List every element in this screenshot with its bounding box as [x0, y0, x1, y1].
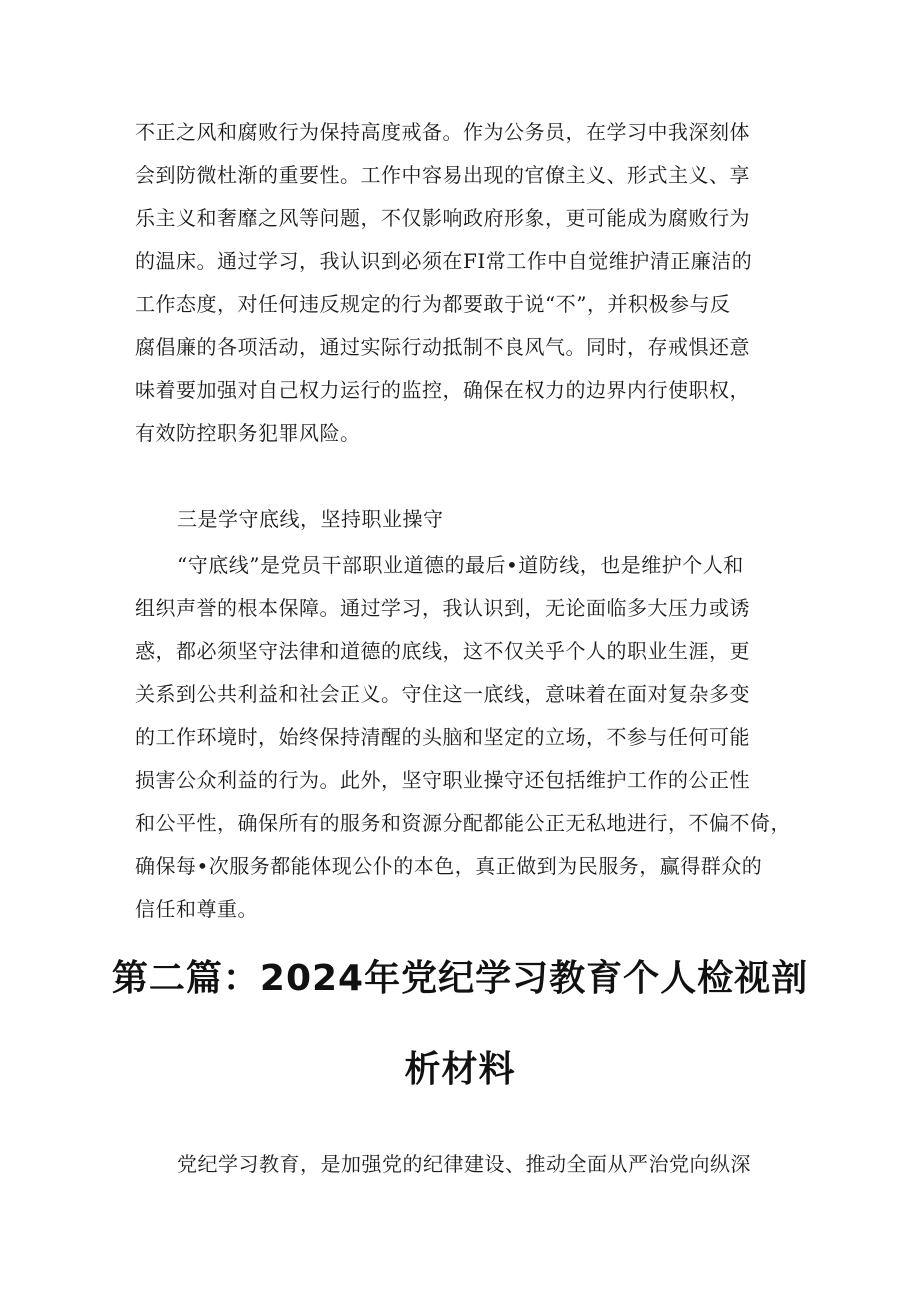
paragraph-line: 惑，都必须坚守法律和道德的底线，这不仅关乎个人的职业生涯，更: [135, 639, 750, 663]
paragraph-line: 确保每•次服务都能体现公仆的本色，真正做到为民服务，赢得群众的: [135, 854, 763, 878]
paragraph-line: 乐主义和奢靡之风等问题，不仅影响政府形象，更可能成为腐败行为: [135, 206, 750, 230]
paragraph-line: 信任和尊重。: [135, 897, 258, 921]
paragraph-line: 损害公众利益的行为。此外，坚守职业操守还包括维护工作的公正性: [135, 768, 750, 792]
paragraph-line: 会到防微杜渐的重要性。工作中容易出现的官僚主义、形式主义、享: [135, 163, 750, 187]
paragraph-line: 工作态度，对任何违反规定的行为都要敢于说“不”，并积极参与反: [135, 292, 731, 316]
paragraph-line: 腐倡廉的各项活动，通过实际行动抵制不良风气。同时，存戒惧还意: [135, 335, 750, 359]
subheading-text: 三是学守底线，坚持职业操守: [177, 507, 444, 531]
paragraph-line: 党纪学习教育，是加强党的纪律建设、推动全面从严治党向纵深: [177, 1152, 751, 1176]
paragraph-line: 的工作环境时，始终保持清醒的头脑和坚定的立场，不参与任何可能: [135, 725, 750, 749]
paragraph-line: 有效防控职务犯罪风险。: [135, 421, 361, 445]
paragraph-line: “守底线”是党员干部职业道德的最后•道防线，也是维护个人和: [177, 553, 744, 577]
paragraph-line: 味着要加强对自己权力运行的监控，确保在权力的边界内行使职权，: [135, 378, 750, 402]
paragraph-line: 关系到公共利益和社会正义。守住这一底线，意味着在面对复杂多变: [135, 682, 750, 706]
paragraph-line: 不正之风和腐败行为保持高度戒备。作为公务员，在学习中我深刻体: [135, 120, 750, 144]
paragraph-line: 的温床。通过学习，我认识到必须在FI常工作中自觉维护清正廉洁的: [135, 249, 753, 273]
chapter-title-line-2: 析材料: [404, 1049, 516, 1090]
paragraph-line: 组织声誉的根本保障。通过学习，我认识到，无论面临多大压力或诱: [135, 596, 750, 620]
chapter-title-line-1: 第二篇：2024年党纪学习教育个人检视剖: [111, 958, 809, 999]
paragraph-line: 和公平性，确保所有的服务和资源分配都能公正无私地进行，不偏不倚，: [135, 811, 791, 835]
